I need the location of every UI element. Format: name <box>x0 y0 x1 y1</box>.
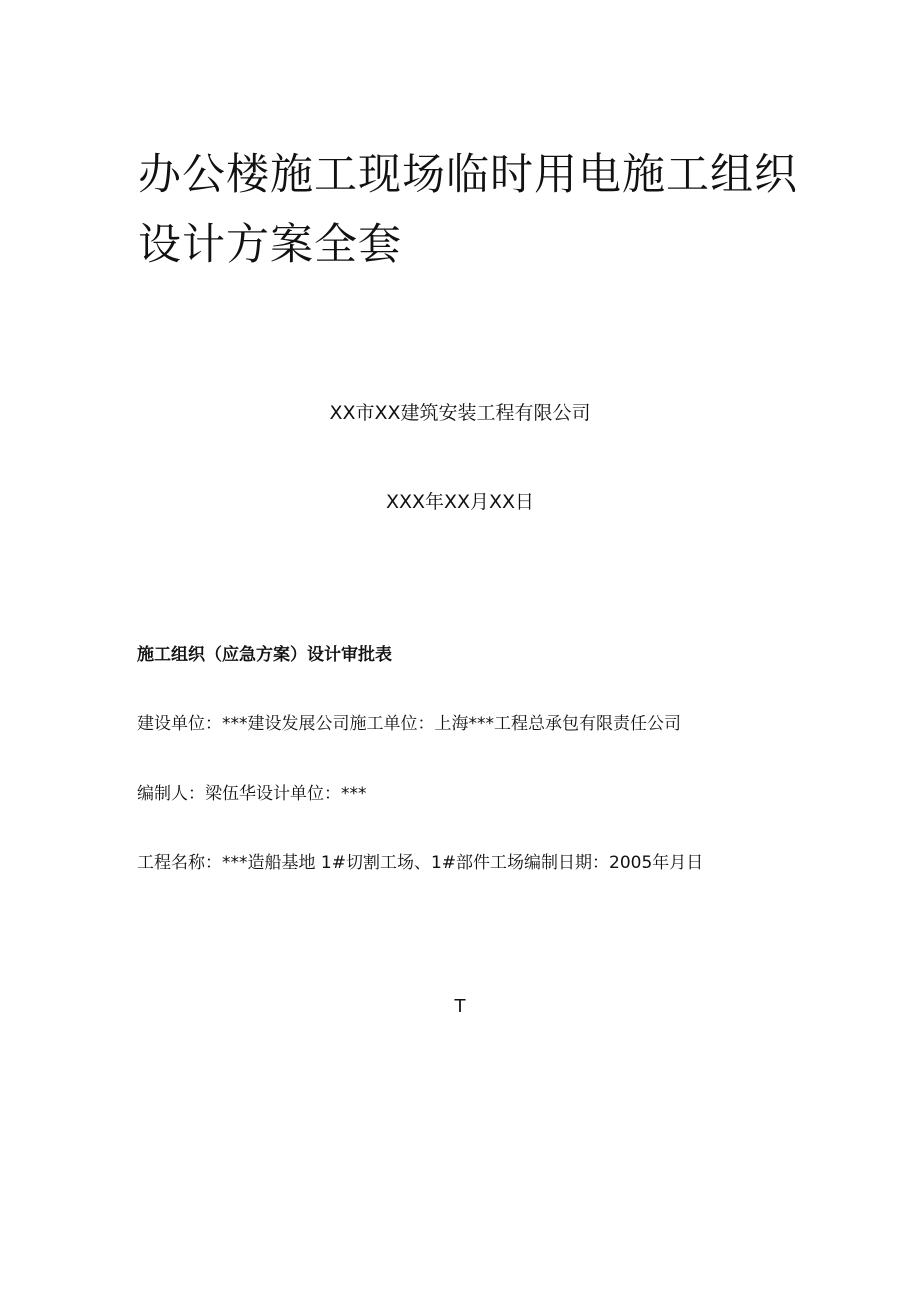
author-design-unit-line: 编制人：梁伍华设计单位：*** <box>137 784 367 804</box>
construction-unit-line: 建设单位：***建设发展公司施工单位：上海***工程总承包有限责任公司 <box>137 714 681 734</box>
title-line-1: 办公楼施工现场临时用电施工组织 <box>138 150 798 200</box>
project-name-date-line: 工程名称：***造船基地 1#切割工场、1#部件工场编制日期：2005年月日 <box>137 853 704 873</box>
document-date: XXX年XX月XX日 <box>385 491 535 513</box>
page-marker: T <box>454 996 466 1017</box>
approval-form-heading: 施工组织（应急方案）设计审批表 <box>137 645 392 665</box>
title-line-2: 设计方案全套 <box>138 220 402 270</box>
document-title <box>138 140 798 280</box>
company-name: XX市XX建筑安装工程有限公司 <box>329 402 591 424</box>
